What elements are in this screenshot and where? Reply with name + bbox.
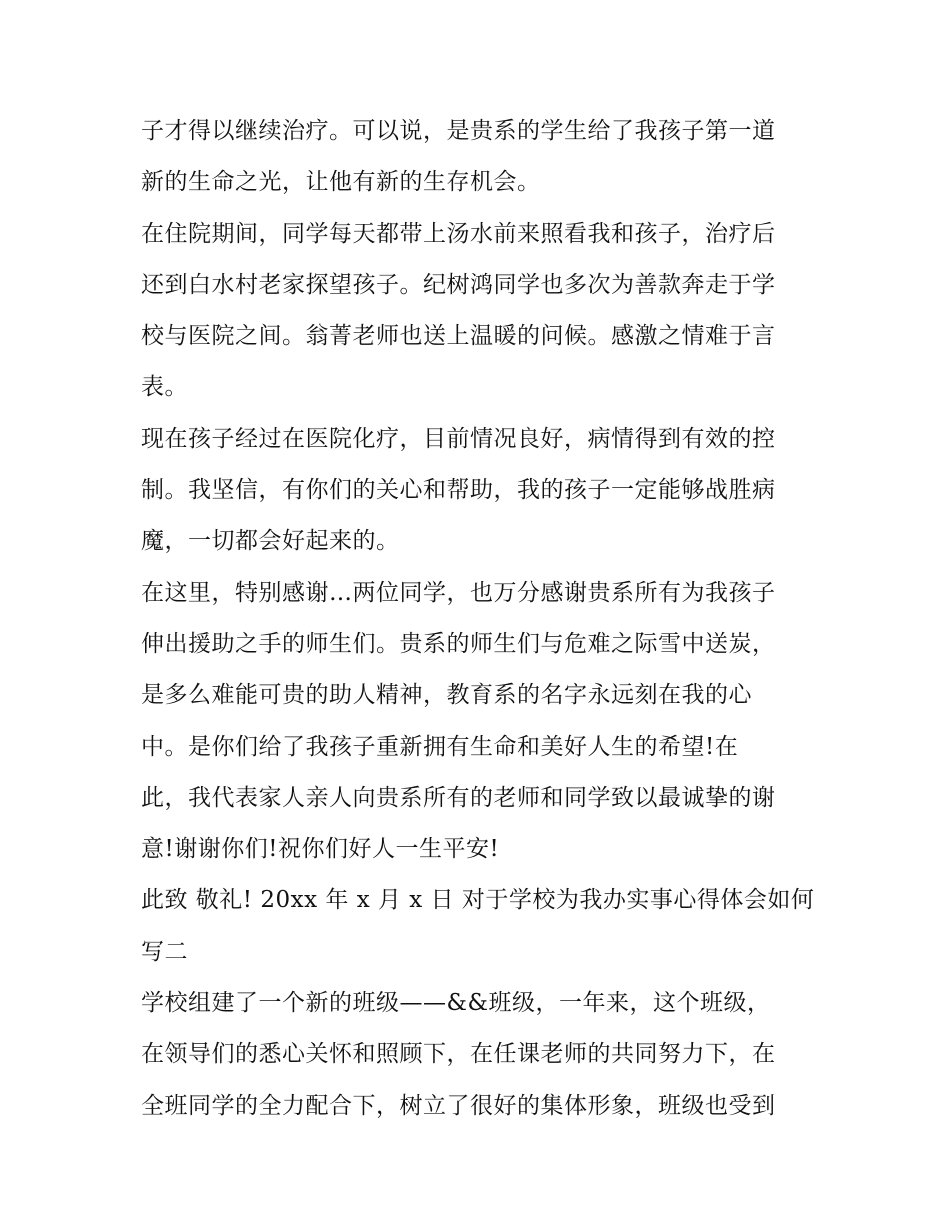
text-line: 意!谢谢你们!祝你们好人一生平安!: [141, 836, 500, 863]
text-line: 子才得以继续治疗。可以说，是贵系的学生给了我孩子第一道: [141, 118, 776, 144]
text-line: 校与医院之间。翁菁老师也送上温暖的问候。感激之情难于言: [141, 323, 776, 350]
text-line: 在住院期间，同学每天都带上汤水前来照看我和孩子，治疗后: [141, 220, 776, 247]
text-line: 制。我坚信，有你们的关心和帮助，我的孩子一定能够战胜病: [141, 477, 776, 504]
text-line: 新的生命之光，让他有新的生存机会。: [141, 169, 541, 196]
text-line: 伸出援助之手的师生们。贵系的师生们与危难之际雪中送炭，: [141, 630, 776, 657]
text-line: 中。是你们给了我孩子重新拥有生命和美好人生的希望!在: [141, 733, 739, 760]
text-line: 写二: [141, 938, 188, 965]
text-line: 是多么难能可贵的助人精神，教育系的名字永远刻在我的心: [141, 682, 752, 709]
text-line: 现在孩子经过在医院化疗，目前情况良好，病情得到有效的控: [141, 425, 776, 452]
text-line: 此致 敬礼! 20xx 年 x 月 x 日 对于学校为我办实事心得体会如何: [141, 887, 815, 914]
text-line: 在这里，特别感谢…两位同学，也万分感谢贵系所有为我孩子: [141, 579, 776, 606]
text-line: 表。: [141, 374, 188, 401]
document-body: [141, 106, 821, 1132]
text-line: 此，我代表家人亲人向贵系所有的老师和同学致以最诚挚的谢: [141, 784, 776, 811]
text-line: 在领导们的悉心关怀和照顾下，在任课老师的共同努力下，在: [141, 1041, 776, 1068]
text-line: 魔，一切都会好起来的。: [141, 528, 400, 555]
text-line: 还到白水村老家探望孩子。纪树鸿同学也多次为善款奔走于学: [141, 271, 776, 298]
text-line: 全班同学的全力配合下，树立了很好的集体形象，班级也受到: [141, 1092, 776, 1119]
text-line: 学校组建了一个新的班级——&&班级，一年来，这个班级，: [141, 990, 771, 1017]
